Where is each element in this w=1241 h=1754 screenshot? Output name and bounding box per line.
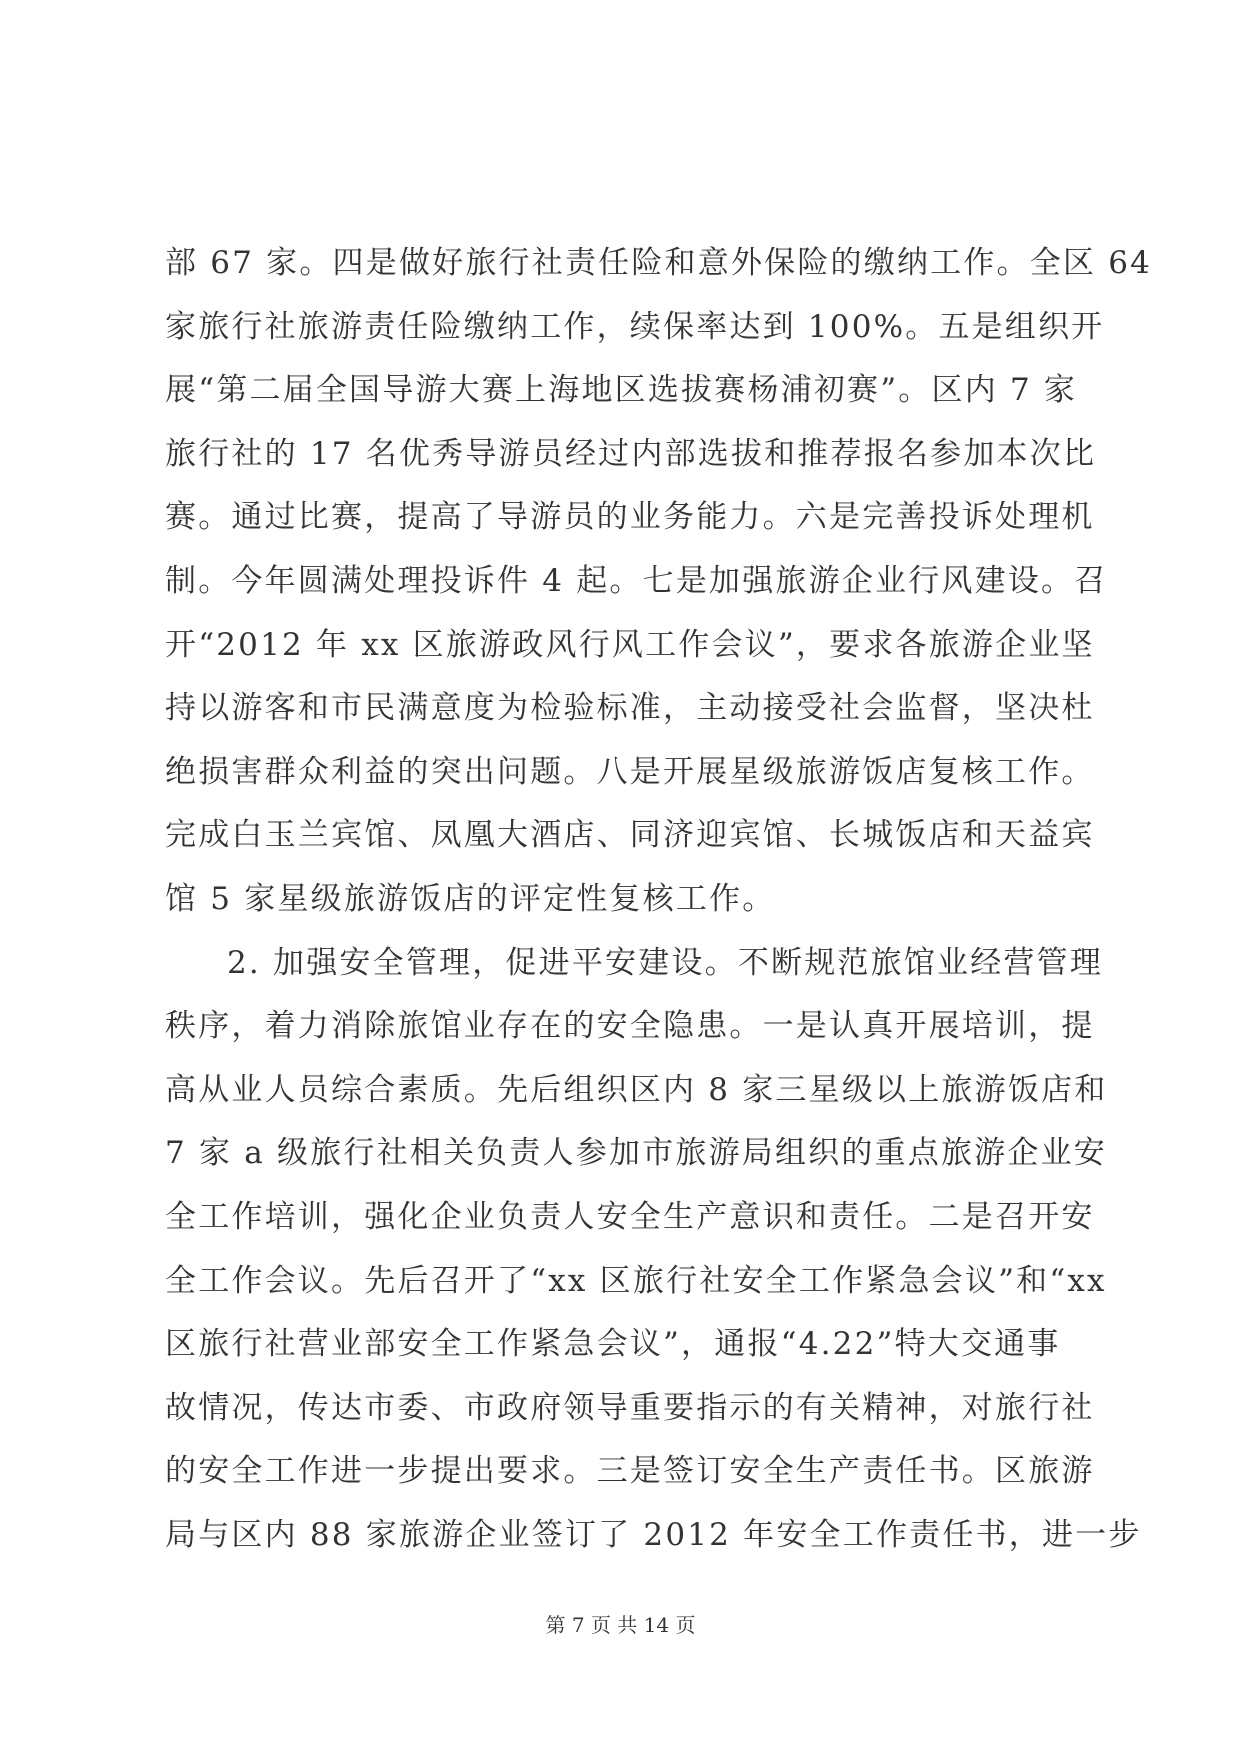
text-line-2: 家旅行社旅游责任险缴纳工作，续保率达到 100%。五是组织开 <box>165 308 1105 345</box>
text-line-20: 的安全工作进一步提出要求。三是签订安全生产责任书。区旅游 <box>165 1453 1095 1490</box>
text-line-9: 绝损害群众利益的突出问题。八是开展星级旅游饭店复核工作。 <box>165 753 1095 790</box>
page-number-footer: 第 7 页 共 14 页 <box>545 1613 696 1637</box>
body-text <box>165 232 1153 1567</box>
text-line-5: 赛。通过比赛，提高了导游员的业务能力。六是完善投诉处理机 <box>165 499 1095 536</box>
text-line-21: 局与区内 88 家旅游企业签订了 2012 年安全工作责任书，进一步 <box>165 1516 1142 1553</box>
text-line-19: 故情况，传达市委、市政府领导重要指示的有关精神，对旅行社 <box>165 1389 1095 1426</box>
text-line-15: 7 家 a 级旅行社相关负责人参加市旅游局组织的重点旅游企业安 <box>165 1135 1107 1172</box>
text-line-18: 区旅行社营业部安全工作紧急会议”，通报“4.22”特大交通事 <box>165 1326 1061 1363</box>
text-line-10: 完成白玉兰宾馆、凤凰大酒店、同济迎宾馆、长城饭店和天益宾 <box>165 817 1095 854</box>
text-line-16: 全工作培训，强化企业负责人安全生产意识和责任。二是召开安 <box>165 1198 1095 1235</box>
text-line-1: 部 67 家。四是做好旅行社责任险和意外保险的缴纳工作。全区 64 <box>165 245 1153 281</box>
text-line-7: 开“2012 年 xx 区旅游政风行风工作会议”，要求各旅游企业坚 <box>165 626 1095 663</box>
text-line-13: 秩序，着力消除旅馆业存在的安全隐患。一是认真开展培训，提 <box>165 1008 1095 1045</box>
text-line-4: 旅行社的 17 名优秀导游员经过内部选拔和推荐报名参加本次比 <box>165 435 1097 472</box>
text-line-11: 馆 5 家星级旅游饭店的评定性复核工作。 <box>165 880 776 917</box>
text-line-6: 制。今年圆满处理投诉件 4 起。七是加强旅游企业行风建设。召 <box>165 562 1108 599</box>
text-line-3: 展“第二届全国导游大赛上海地区选拔赛杨浦初赛”。区内 7 家 <box>165 372 1078 409</box>
text-line-8: 持以游客和市民满意度为检验标准，主动接受社会监督，坚决杜 <box>165 690 1095 727</box>
text-line-17: 全工作会议。先后召开了“xx 区旅行社安全工作紧急会议”和“xx <box>165 1262 1107 1299</box>
text-line-14: 高从业人员综合素质。先后组织区内 8 家三星级以上旅游饭店和 <box>165 1071 1108 1108</box>
paragraph-heading-line: 2. 加强安全管理，促进平安建设。不断规范旅馆业经营管理 <box>227 944 1104 981</box>
